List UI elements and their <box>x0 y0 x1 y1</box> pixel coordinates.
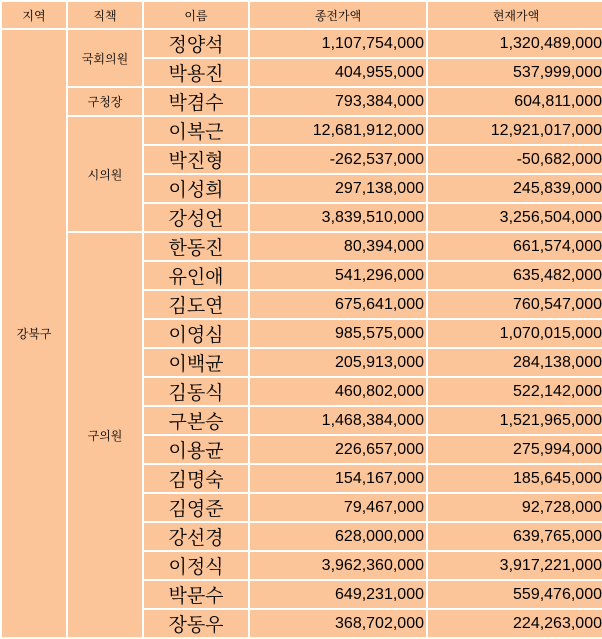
prev-value-cell: 12,681,912,000 <box>250 117 426 144</box>
name-cell: 이백균 <box>144 349 248 376</box>
prev-value-cell: 368,702,000 <box>250 610 426 637</box>
prev-value-cell: 675,641,000 <box>250 291 426 318</box>
current-value-cell: 1,320,489,000 <box>428 30 602 57</box>
current-value-cell: 537,999,000 <box>428 59 602 86</box>
current-value-cell: 12,921,017,000 <box>428 117 602 144</box>
name-cell: 이영심 <box>144 320 248 347</box>
prev-value-cell: 628,000,000 <box>250 523 426 550</box>
header-current-value: 현재가액 <box>428 2 602 28</box>
current-value-cell: 185,645,000 <box>428 465 602 492</box>
name-cell: 김영준 <box>144 494 248 521</box>
table-row <box>2 88 602 115</box>
prev-value-cell: 404,955,000 <box>250 59 426 86</box>
name-cell: 장동우 <box>144 610 248 637</box>
current-value-cell: 92,728,000 <box>428 494 602 521</box>
name-cell: 이정식 <box>144 552 248 579</box>
current-value-cell: 224,263,000 <box>428 610 602 637</box>
current-value-cell: 3,917,221,000 <box>428 552 602 579</box>
name-cell: 박겸수 <box>144 88 248 115</box>
current-value-cell: 1,070,015,000 <box>428 320 602 347</box>
name-cell: 구본승 <box>144 407 248 434</box>
name-cell: 한동진 <box>144 233 248 260</box>
name-cell: 정양석 <box>144 30 248 57</box>
header-region: 지역 <box>2 2 66 28</box>
prev-value-cell: 985,575,000 <box>250 320 426 347</box>
table-row <box>2 30 602 57</box>
current-value-cell: 3,256,504,000 <box>428 204 602 231</box>
prev-value-cell: 3,962,360,000 <box>250 552 426 579</box>
name-cell: 박용진 <box>144 59 248 86</box>
position-cell: 시의원 <box>68 117 142 231</box>
current-value-cell: 522,142,000 <box>428 378 602 405</box>
prev-value-cell: 297,138,000 <box>250 175 426 202</box>
header-name: 이름 <box>144 2 248 28</box>
prev-value-cell: 79,467,000 <box>250 494 426 521</box>
current-value-cell: 1,521,965,000 <box>428 407 602 434</box>
current-value-cell: 760,547,000 <box>428 291 602 318</box>
position-cell: 구청장 <box>68 88 142 115</box>
prev-value-cell: 80,394,000 <box>250 233 426 260</box>
current-value-cell: 559,476,000 <box>428 581 602 608</box>
prev-value-cell: 793,384,000 <box>250 88 426 115</box>
prev-value-cell: 460,802,000 <box>250 378 426 405</box>
name-cell: 김동식 <box>144 378 248 405</box>
name-cell: 이용균 <box>144 436 248 463</box>
name-cell: 박문수 <box>144 581 248 608</box>
prev-value-cell: 1,107,754,000 <box>250 30 426 57</box>
prev-value-cell: 649,231,000 <box>250 581 426 608</box>
current-value-cell: 275,994,000 <box>428 436 602 463</box>
name-cell: 박진형 <box>144 146 248 173</box>
table-row <box>2 117 602 144</box>
region-cell: 강북구 <box>2 30 66 637</box>
current-value-cell: -50,682,000 <box>428 146 602 173</box>
current-value-cell: 245,839,000 <box>428 175 602 202</box>
table-body <box>2 30 602 637</box>
name-cell: 이복근 <box>144 117 248 144</box>
name-cell: 유인애 <box>144 262 248 289</box>
name-cell: 김명숙 <box>144 465 248 492</box>
position-cell: 국회의원 <box>68 30 142 86</box>
prev-value-cell: 3,839,510,000 <box>250 204 426 231</box>
table-row <box>2 233 602 260</box>
name-cell: 강성언 <box>144 204 248 231</box>
prev-value-cell: 541,296,000 <box>250 262 426 289</box>
header-prev-value: 종전가액 <box>250 2 426 28</box>
prev-value-cell: 1,468,384,000 <box>250 407 426 434</box>
name-cell: 강선경 <box>144 523 248 550</box>
current-value-cell: 635,482,000 <box>428 262 602 289</box>
prev-value-cell: -262,537,000 <box>250 146 426 173</box>
name-cell: 김도연 <box>144 291 248 318</box>
position-cell: 구의원 <box>68 233 142 637</box>
prev-value-cell: 154,167,000 <box>250 465 426 492</box>
prev-value-cell: 226,657,000 <box>250 436 426 463</box>
name-cell: 이성희 <box>144 175 248 202</box>
current-value-cell: 284,138,000 <box>428 349 602 376</box>
current-value-cell: 604,811,000 <box>428 88 602 115</box>
current-value-cell: 661,574,000 <box>428 233 602 260</box>
prev-value-cell: 205,913,000 <box>250 349 426 376</box>
current-value-cell: 639,765,000 <box>428 523 602 550</box>
header-position: 직책 <box>68 2 142 28</box>
header-row <box>2 2 602 28</box>
